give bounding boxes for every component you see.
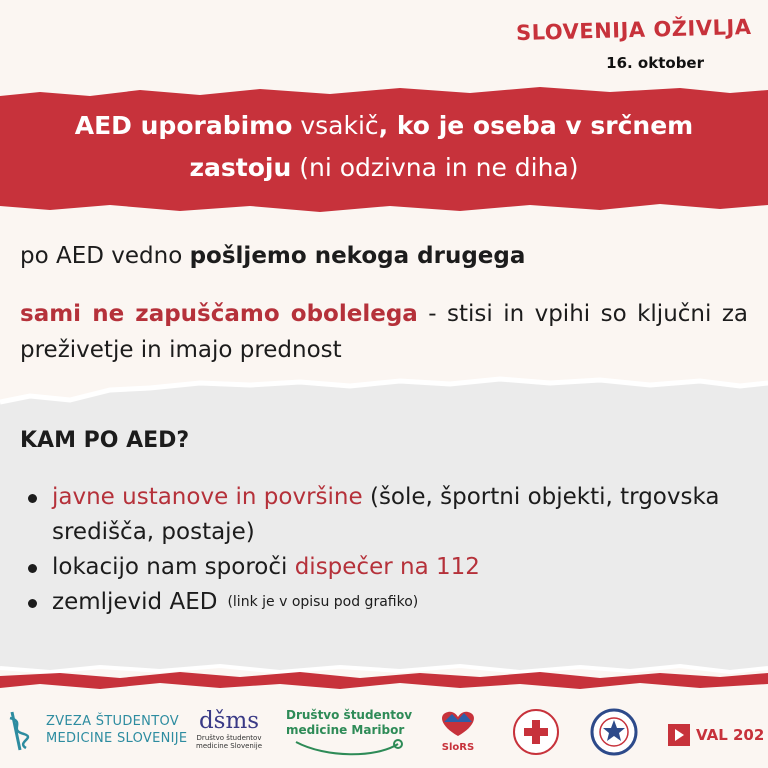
dsmm-logo: Društvo študentov medicine Maribor: [286, 708, 412, 762]
date: 16. oktober: [606, 54, 704, 72]
caduceus-icon: [6, 708, 40, 752]
aed-locations-list: [22, 480, 766, 620]
stethoscope-icon: [286, 738, 406, 758]
paragraph-send-someone: po AED vedno pošljemo nekoga drugega: [20, 243, 526, 269]
list-item: javne ustanove in površine (šole, športni objekti, trgovska središča, postaje): [22, 480, 766, 550]
medical-emblem-logo: [590, 708, 638, 760]
brand-title: SLOVENIJA OŽIVLJA: [516, 14, 753, 46]
zsms-logo: ZVEZA ŠTUDENTOV MEDICINE SLOVENIJE: [6, 708, 187, 752]
partner-logos: [0, 700, 768, 768]
list-item: lokacijo nam sporoči dispečer na 112: [22, 550, 766, 585]
red-cross-icon: [512, 708, 560, 756]
val202-logo: VAL 202: [668, 724, 764, 746]
list-item: zemljevid AED (link je v opisu pod grafiko): [22, 585, 766, 620]
slors-logo: SloRS: [436, 708, 480, 753]
question-heading: KAM PO AED?: [20, 428, 190, 453]
dsms-logo: dšms Društvo študentov medicine Slovenije: [196, 708, 263, 750]
play-icon: [668, 724, 690, 746]
banner-heading: AED uporabimo vsakič, ko je oseba v srčnem zastoju (ni odzivna in ne diha): [74, 111, 694, 182]
paragraph-stay-with-patient: sami ne zapuščamo obolelega - stisi in vpihi so ključni za preživetje in imajo prednost: [20, 301, 748, 363]
red-cross-logo: [512, 708, 560, 760]
star-of-life-icon: [590, 708, 638, 756]
mountain-heart-icon: [436, 708, 480, 738]
